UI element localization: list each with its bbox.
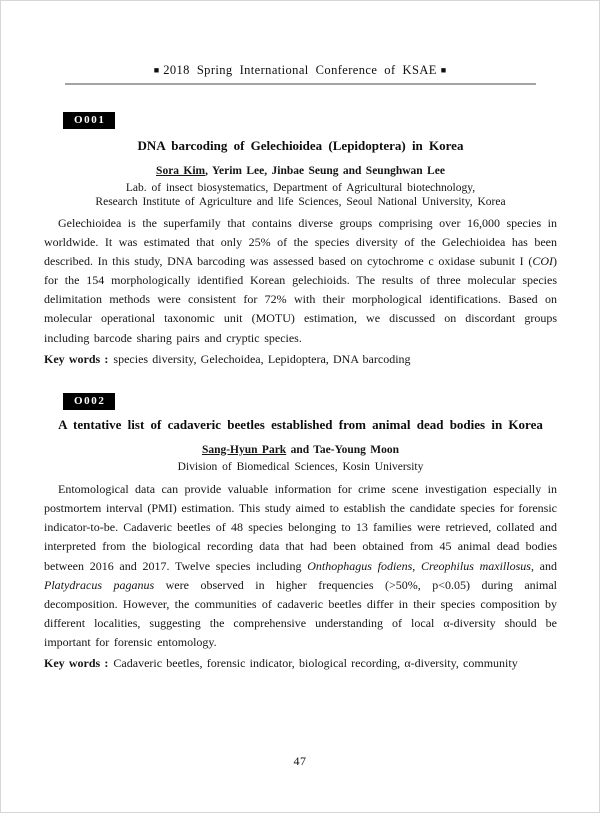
conference-title: 2018 Spring International Conference of KSAE: [163, 63, 437, 77]
page-number: 47: [293, 754, 307, 768]
header-right-square-icon: ■: [440, 64, 447, 75]
abstract-section-2: [44, 369, 557, 673]
abstract-id-badge: O002: [63, 393, 115, 410]
abstract-authors: Sang-Hyun Park and Tae-Young Moon: [201, 443, 400, 456]
abstract-id-badge: O001: [63, 112, 115, 129]
abstract-title: A tentative list of cadaveric beetles established from animal dead bodies in Korea: [58, 416, 543, 432]
keywords-text: species diversity, Gelechoidea, Lepidoptera, DNA barcoding: [113, 351, 411, 366]
abstract-body: Gelechioidea is the superfamily that contains diverse groups comprising over 16,000 species in worldwide. It was estimated that only 25% of the species diversity of the Gelechioidea has been described. In this study, DNA barcoding was assessed based on cytochrome c oxidase subunit I (COI) for the 154 morphologically identified Korean gelechioids. The results of three molecular species delimitation methods were consistent for 72% with their morphological identifications. Based on molecular operational taxonomic unit (MOTU) estimation, we discussed on discordant groups including barcode sharing pairs and cryptic species.: [44, 216, 557, 345]
keywords-line: [44, 654, 557, 673]
abstract-title: DNA barcoding of Gelechioidea (Lepidoptera) in Korea: [137, 138, 464, 153]
keywords-label: Key words :: [44, 656, 109, 670]
affiliation-line: Lab. of insect biosystematics, Department of Agricultural biotechnology,: [125, 182, 476, 194]
abstract-affiliation: [44, 182, 557, 209]
keywords-line: [44, 350, 557, 369]
abstract-section-1: [44, 85, 557, 369]
affiliation-line: Research Institute of Agriculture and life Sciences, Seoul National University, Korea: [95, 195, 506, 208]
page-content: [1, 85, 599, 673]
keywords-label: Key words :: [44, 351, 109, 366]
header-left-square-icon: ■: [153, 64, 160, 75]
abstract-affiliation: [44, 461, 557, 475]
keywords-text: Cadaveric beetles, forensic indicator, biological recording, α-diversity, community: [113, 656, 518, 670]
affiliation-line: Division of Biomedical Sciences, Kosin University: [177, 460, 424, 473]
conference-header: [1, 1, 599, 78]
abstract-body: Entomological data can provide valuable information for crime scene investigation especially in postmortem interval (PMI) estimation. This study aimed to establish the candidate species for forensic indicator-to-be. Cadaveric beetles of 48 species belonging to 13 families were retrieved, collated and interpreted from the biological recording data that had been obtained from 45 animal dead bodies between 2016 and 2017. Twelve species including Onthophagus fodiens, Creophilus maxillosus, and Platydracus paganus were observed in higher frequencies (>50%, p<0.05) during animal decomposition. However, the communities of cadaveric beetles differ in their species composition by different localities, suggesting the comprehensive understanding of local α-diversity should be important for forensic entomology.: [44, 482, 557, 649]
abstract-authors: Sora Kim, Yerim Lee, Jinbae Seung and Seunghwan Lee: [156, 165, 445, 177]
